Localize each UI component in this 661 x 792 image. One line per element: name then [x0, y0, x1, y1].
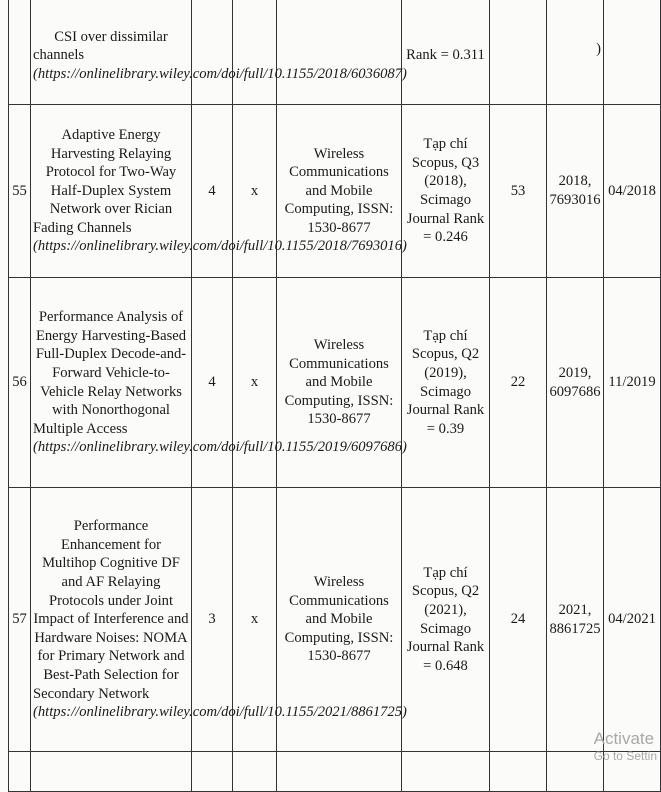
cell-ranking: Tạp chí Scopus, Q2 (2021), Scimago Journal Rank = 0.648: [402, 488, 490, 752]
cell-empty: [31, 752, 192, 792]
ranking-text: Rank = 0.311: [406, 47, 485, 64]
cutoff-text: ): [596, 40, 601, 57]
cell-date: 11/2019: [604, 278, 661, 488]
cell-citations: 53: [490, 105, 547, 278]
cell-no: 55: [9, 105, 31, 278]
cell-journal: [277, 0, 402, 105]
cell-journal: Wireless Communications and Mobile Computing, ISSN: 1530-8677: [277, 105, 402, 278]
cell-empty: [490, 752, 547, 792]
cell-title: [31, 0, 407, 105]
title-text: CSI over dissimilar channels: [33, 28, 168, 64]
cell-authors: 4: [192, 278, 233, 488]
article-link[interactable]: (https://onlinelibrary.wiley.com/doi/full/10.1155/2018/6036087): [33, 65, 407, 82]
title-text: Adaptive Energy Harvesting Relaying Protocol for Two-Way Half-Duplex System Network over Rician Fading Channels: [33, 126, 177, 236]
publications-table: [8, 0, 661, 792]
article-link[interactable]: (https://onlinelibrary.wiley.com/doi/full/10.1155/2019/6097686): [33, 439, 407, 456]
watermark-line1: Activate: [593, 729, 655, 748]
cell-volume: [547, 0, 604, 105]
cell-ranking: Tạp chí Scopus, Q3 (2018), Scimago Journal Rank = 0.246: [402, 105, 490, 278]
table-row: [9, 278, 661, 488]
activation-watermark: [594, 730, 657, 762]
cell-journal: Wireless Communications and Mobile Computing, ISSN: 1530-8677: [277, 488, 402, 752]
cell-journal: Wireless Communications and Mobile Computing, ISSN: 1530-8677: [277, 278, 402, 488]
cell-mark: [233, 0, 277, 105]
cell-citations: 24: [490, 488, 547, 752]
cell-no: 57: [9, 488, 31, 752]
cell-volume: 2019, 6097686: [547, 278, 604, 488]
watermark-line2: Go to Settin: [593, 749, 657, 763]
article-link[interactable]: (https://onlinelibrary.wiley.com/doi/full/10.1155/2018/7693016): [33, 238, 407, 255]
cell-citations: [490, 0, 547, 105]
cell-citations: 22: [490, 278, 547, 488]
cell-authors: 3: [192, 488, 233, 752]
cell-empty: [192, 752, 233, 792]
cell-authors: 4: [192, 105, 233, 278]
cell-mark: x: [233, 278, 277, 488]
cell-no: [9, 0, 31, 105]
title-text: Performance Analysis of Energy Harvesting-Based Full-Duplex Decode-and-Forward Vehicle-to-Vehicle Relay Networks with Nonorthogonal Multiple Access: [33, 309, 187, 437]
cell-ranking: Tạp chí Scopus, Q2 (2019), Scimago Journal Rank = 0.39: [402, 278, 490, 488]
cell-empty: [233, 752, 277, 792]
table-row-partial: [9, 0, 661, 105]
cell-date: 04/2018: [604, 105, 661, 278]
cell-empty: [402, 752, 490, 792]
cell-date: 04/2021: [604, 488, 661, 752]
cell-mark: x: [233, 488, 277, 752]
cell-no: 56: [9, 278, 31, 488]
table-row: [9, 488, 661, 752]
article-link[interactable]: (https://onlinelibrary.wiley.com/doi/full/10.1155/2021/8861725): [33, 704, 407, 721]
table-row-partial: [9, 752, 661, 792]
cell-ranking: [402, 0, 490, 105]
table-row: [9, 105, 661, 278]
cell-empty: [9, 752, 31, 792]
cell-date: [604, 0, 661, 105]
cell-mark: x: [233, 105, 277, 278]
cell-authors: [192, 0, 233, 105]
cell-volume: 2018, 7693016: [547, 105, 604, 278]
title-text: Performance Enhancement for Multihop Cognitive DF and AF Relaying Protocols under Joint Impact of Interference and Hardware Noises: NOMA for Primary Network and Best-Path Selection for Secondary Network: [33, 518, 189, 702]
cell-empty: [277, 752, 402, 792]
cell-volume: 2021, 8861725: [547, 488, 604, 752]
